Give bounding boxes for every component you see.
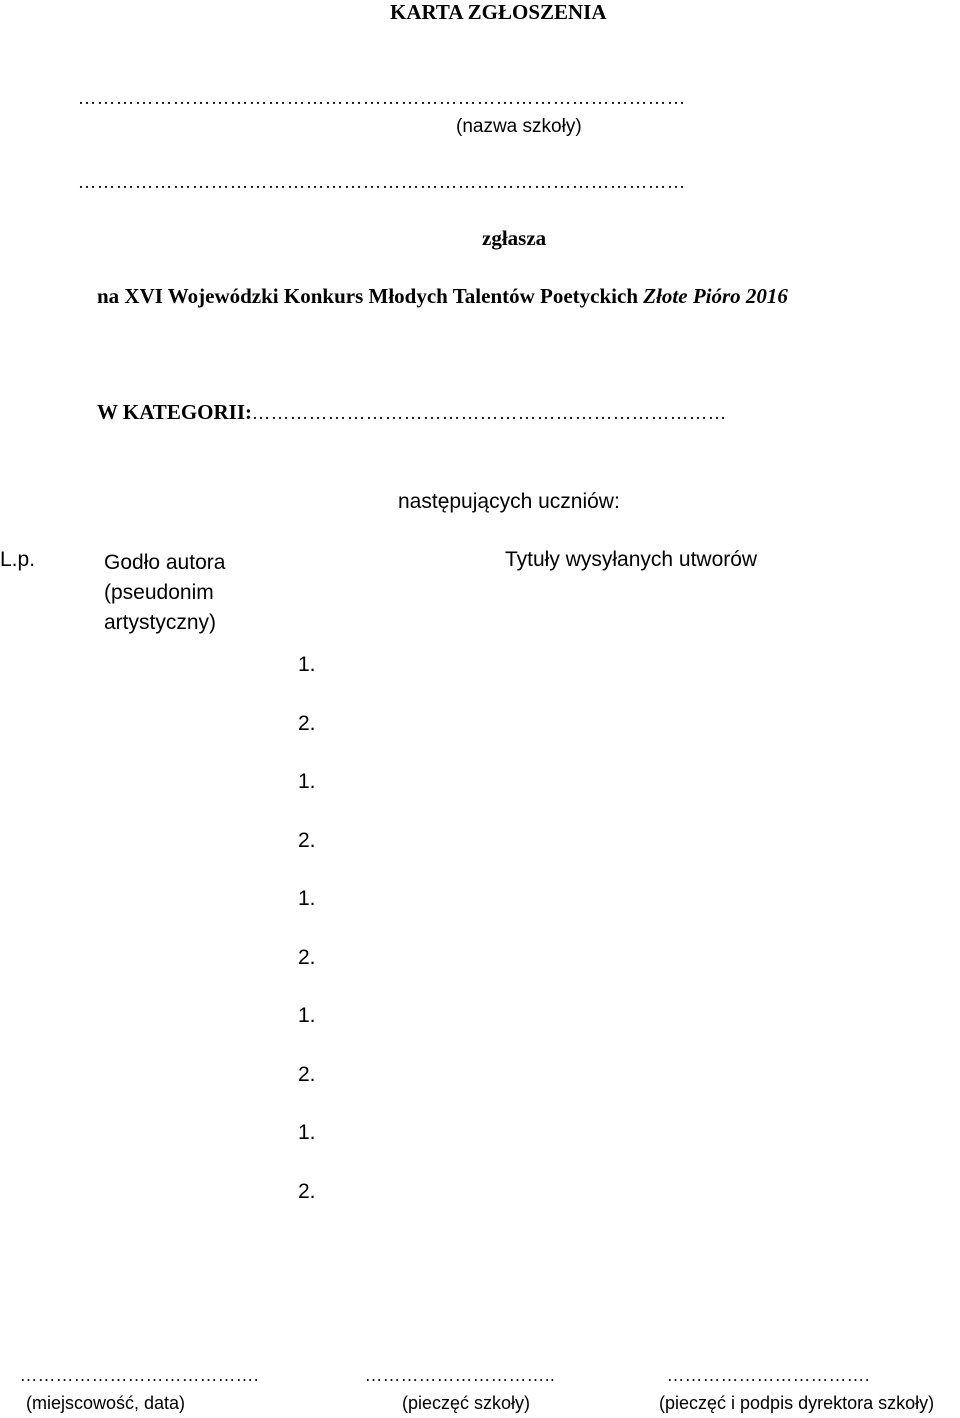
title-number: 1. (298, 770, 316, 793)
school-name-line: …………………………………………………………………………………… (78, 88, 686, 108)
title-number-list (298, 636, 316, 1221)
school-name-caption: (nazwa szkoły) (456, 116, 582, 137)
title-number: 1. (298, 653, 316, 676)
school-stamp-caption: (pieczęć szkoły) (402, 1393, 531, 1413)
second-fill-line: …………………………………………………………………………………… (78, 172, 686, 192)
title-number: 2. (298, 711, 316, 735)
announces-label: zgłasza (482, 226, 547, 250)
contest-name-plain: na XVI Wojewódzki Konkurs Młodych Talentów Poetyckich (97, 284, 644, 308)
form-title: KARTA ZGŁOSZENIA (390, 0, 607, 24)
column-titles-header: Tytuły wysyłanych utworów (505, 548, 758, 571)
title-number: 1. (298, 1004, 316, 1027)
column-godlo-header (104, 548, 225, 638)
column-godlo-line-2: (pseudonim (104, 581, 214, 604)
category-row (97, 400, 727, 425)
students-label: następujących uczniów: (398, 490, 620, 513)
category-label: W KATEGORII: (97, 400, 252, 424)
place-date-fill-line: …………………………………. (20, 1366, 260, 1385)
place-date-caption: (miejscowość, data) (26, 1393, 186, 1413)
title-number: 2. (298, 1179, 316, 1203)
director-sign-caption: (pieczęć i podpis dyrektora szkoły) (659, 1393, 935, 1413)
column-godlo-line-3: artystyczny) (104, 611, 217, 634)
category-fill-line: ………………………………………………………………… (252, 403, 727, 423)
title-number: 1. (298, 887, 316, 910)
title-number: 2. (298, 945, 316, 969)
contest-name (97, 284, 788, 309)
title-number: 2. (298, 828, 316, 852)
title-number: 1. (298, 1121, 316, 1144)
director-sign-fill-line: ……………………………. (667, 1366, 871, 1385)
contest-name-italic: Złote Pióro 2016 (643, 284, 788, 308)
school-stamp-fill-line: ………………………….. (365, 1366, 556, 1385)
column-lp-header: L.p. (0, 548, 36, 571)
title-number: 2. (298, 1062, 316, 1086)
column-godlo-line-1: Godło autora (104, 551, 226, 574)
